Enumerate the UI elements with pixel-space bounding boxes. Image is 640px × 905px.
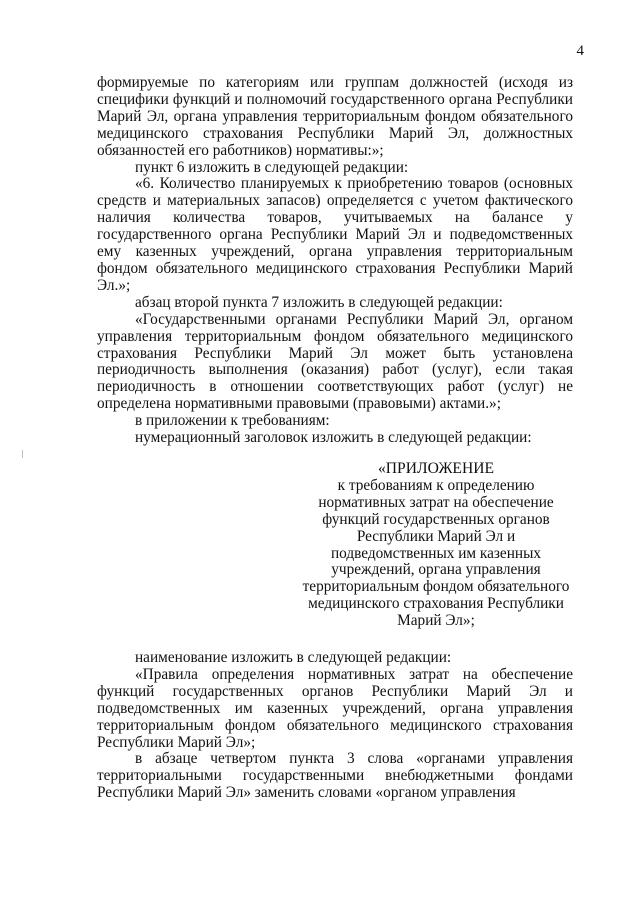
- page-number: 4: [576, 43, 584, 59]
- paragraph: абзац второй пункта 7 изложить в следующей редакции:: [135, 293, 503, 311]
- paragraph: наименование изложить в следующей редакции:: [135, 649, 452, 666]
- paragraph: «Правила определения нормативных затрат на обеспечение функций государственных органов Республики Марий Эл и подведомственных им казенных учреждений, органа управления территориальным фондом обязательного медицинского страхования Республики Марий Эл»;: [97, 665, 573, 751]
- paragraph: нумерационный заголовок изложить в следующей редакции:: [135, 429, 532, 447]
- lower-body-text: [97, 650, 573, 802]
- paragraph: пункт 6 изложить в следующей редакции:: [135, 158, 409, 176]
- paragraph: формируемые по категориям или группам должностей (исходя из специфики функций и полномочий государственного органа Республики Марий Эл, органа управления территориальным фондом обязательного медицинского страхования Республики Марий Эл, должностных обязанностей его работников) нормативы:»;: [97, 74, 573, 159]
- margin-mark: [22, 450, 23, 458]
- paragraph: в абзаце четвертом пункта 3 слова «органами управления территориальными государственными внебюджетными фондами Республики Марий Эл» заменить словами «органом управления: [97, 750, 573, 802]
- appendix-line: Марий Эл»;: [397, 612, 475, 630]
- appendix-line: подведомственных им казенных: [330, 544, 542, 562]
- upper-body-text: [97, 75, 573, 447]
- appendix-line: функций государственных органов: [322, 510, 550, 528]
- paragraph: «Государственными органами Республики Марий Эл, органом управления территориальным фондом обязательного медицинского страхования Республики Марий Эл может быть установлена периодичность выполнения (оказания) работ (услуг), если такая периодичность в отношении соответствующих работ (услуг) не определена нормативными правовыми (правовыми) актами.»;: [97, 310, 573, 413]
- paragraph: «6. Количество планируемых к приобретению товаров (основных средств и материальных запасов) определяется с учетом фактического наличия количества товаров, учитываемых на балансе у государственного органа Республики Марий Эл и подведомственных ему казенных учреждений, органа управления территориальным фондом обязательного медицинского страхования Республики Марий Эл.»;: [97, 175, 573, 294]
- appendix-title: «ПРИЛОЖЕНИЕ: [378, 460, 494, 477]
- appendix-heading-block: [296, 461, 576, 630]
- appendix-line: нормативных затрат на обеспечение: [318, 493, 554, 511]
- appendix-line: медицинского страхования Республики: [308, 595, 564, 613]
- appendix-line: учреждений, органа управления: [331, 561, 541, 579]
- appendix-line: территориальным фондом обязательного: [302, 578, 570, 596]
- appendix-line: Республики Марий Эл и: [356, 527, 516, 545]
- appendix-line: к требованиям к определению: [337, 476, 535, 494]
- paragraph: в приложении к требованиям:: [135, 412, 330, 430]
